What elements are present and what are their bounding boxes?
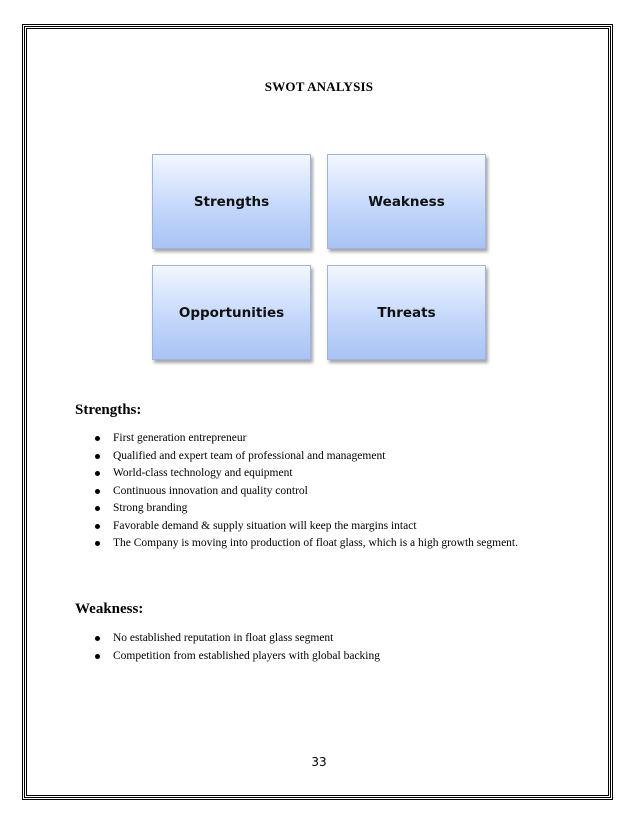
swot-box-strengths-label: Strengths bbox=[193, 193, 270, 210]
page-number: 33 bbox=[311, 755, 327, 769]
swot-box-weakness-label: Weakness bbox=[368, 193, 445, 210]
swot-box-opportunities-label: Opportunities bbox=[178, 304, 285, 321]
swot-box-threats-label: Threats bbox=[377, 304, 436, 321]
swot-box-opportunities bbox=[152, 265, 311, 360]
list-item: Competition from established players with global backing bbox=[95, 648, 380, 666]
weakness-heading: Weakness: bbox=[75, 601, 144, 617]
list-item: Qualified and expert team of professional and management bbox=[95, 448, 518, 466]
weakness-list bbox=[95, 630, 380, 665]
strengths-heading: Strengths: bbox=[75, 402, 142, 418]
list-item: The Company is moving into production of float glass, which is a high growth segment. bbox=[95, 535, 518, 553]
strengths-list bbox=[95, 430, 518, 553]
page-title: SWOT ANALYSIS bbox=[264, 79, 374, 94]
list-item: Continuous innovation and quality control bbox=[95, 483, 518, 501]
swot-box-strengths bbox=[152, 154, 311, 249]
list-item: Favorable demand & supply situation will keep the margins intact bbox=[95, 518, 518, 536]
list-item: Strong branding bbox=[95, 500, 518, 518]
swot-box-weakness bbox=[327, 154, 486, 249]
list-item: No established reputation in float glass segment bbox=[95, 630, 380, 648]
list-item: First generation entrepreneur bbox=[95, 430, 518, 448]
list-item: World-class technology and equipment bbox=[95, 465, 518, 483]
swot-box-threats bbox=[327, 265, 486, 360]
